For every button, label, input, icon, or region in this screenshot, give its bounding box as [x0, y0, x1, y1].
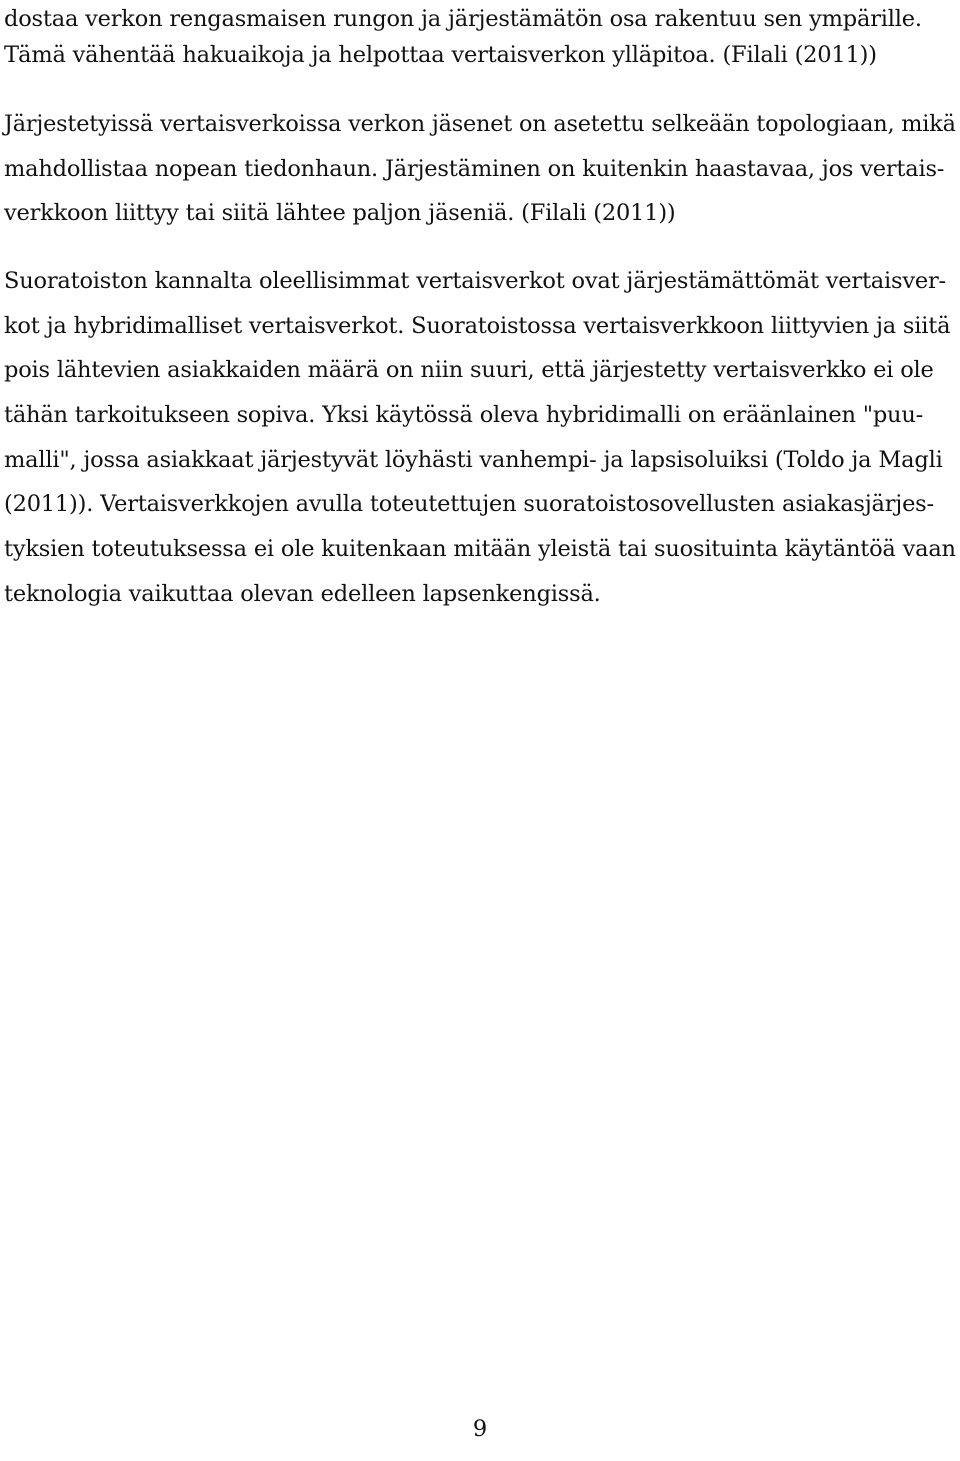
text-line: (2011)). Vertaisverkkojen avulla toteutettujen suoratoistosovellusten asiakasjärjes-: [4, 491, 934, 517]
text-line: verkkoon liittyy tai siitä lähtee paljon jäseniä. (Filali (2011)): [4, 200, 676, 226]
text-line: teknologia vaikuttaa olevan edelleen lapsenkengissä.: [4, 581, 601, 607]
text-line: tyksien toteutuksessa ei ole kuitenkaan mitään yleistä tai suosituinta käytäntöä vaan: [4, 536, 956, 562]
text-line: Tämä vähentää hakuaikoja ja helpottaa vertaisverkon ylläpitoa. (Filali (2011)): [4, 42, 877, 68]
text-line: pois lähtevien asiakkaiden määrä on niin suuri, että järjestetty vertaisverkko ei ole: [4, 357, 934, 383]
text-line: malli", jossa asiakkaat järjestyvät löyhästi vanhempi- ja lapsisoluiksi (Toldo ja Magli: [4, 447, 943, 473]
text-line: Järjestetyissä vertaisverkoissa verkon jäsenet on asetettu selkeään topologiaan, mikä: [4, 111, 956, 137]
text-line: tähän tarkoitukseen sopiva. Yksi käytössä oleva hybridimalli on eräänlainen "puu-: [4, 402, 924, 428]
text-line: Suoratoiston kannalta oleellisimmat vertaisverkot ovat järjestämättömät vertaisver-: [4, 268, 946, 294]
page-number: 9: [472, 1416, 488, 1442]
text-line: dostaa verkon rengasmaisen rungon ja järjestämätön osa rakentuu sen ympärille.: [4, 6, 922, 32]
text-line: mahdollistaa nopean tiedonhaun. Järjestäminen on kuitenkin haastavaa, jos vertais-: [4, 156, 945, 182]
text-line: kot ja hybridimalliset vertaisverkot. Suoratoistossa vertaisverkkoon liittyvien ja siitä: [4, 313, 951, 339]
